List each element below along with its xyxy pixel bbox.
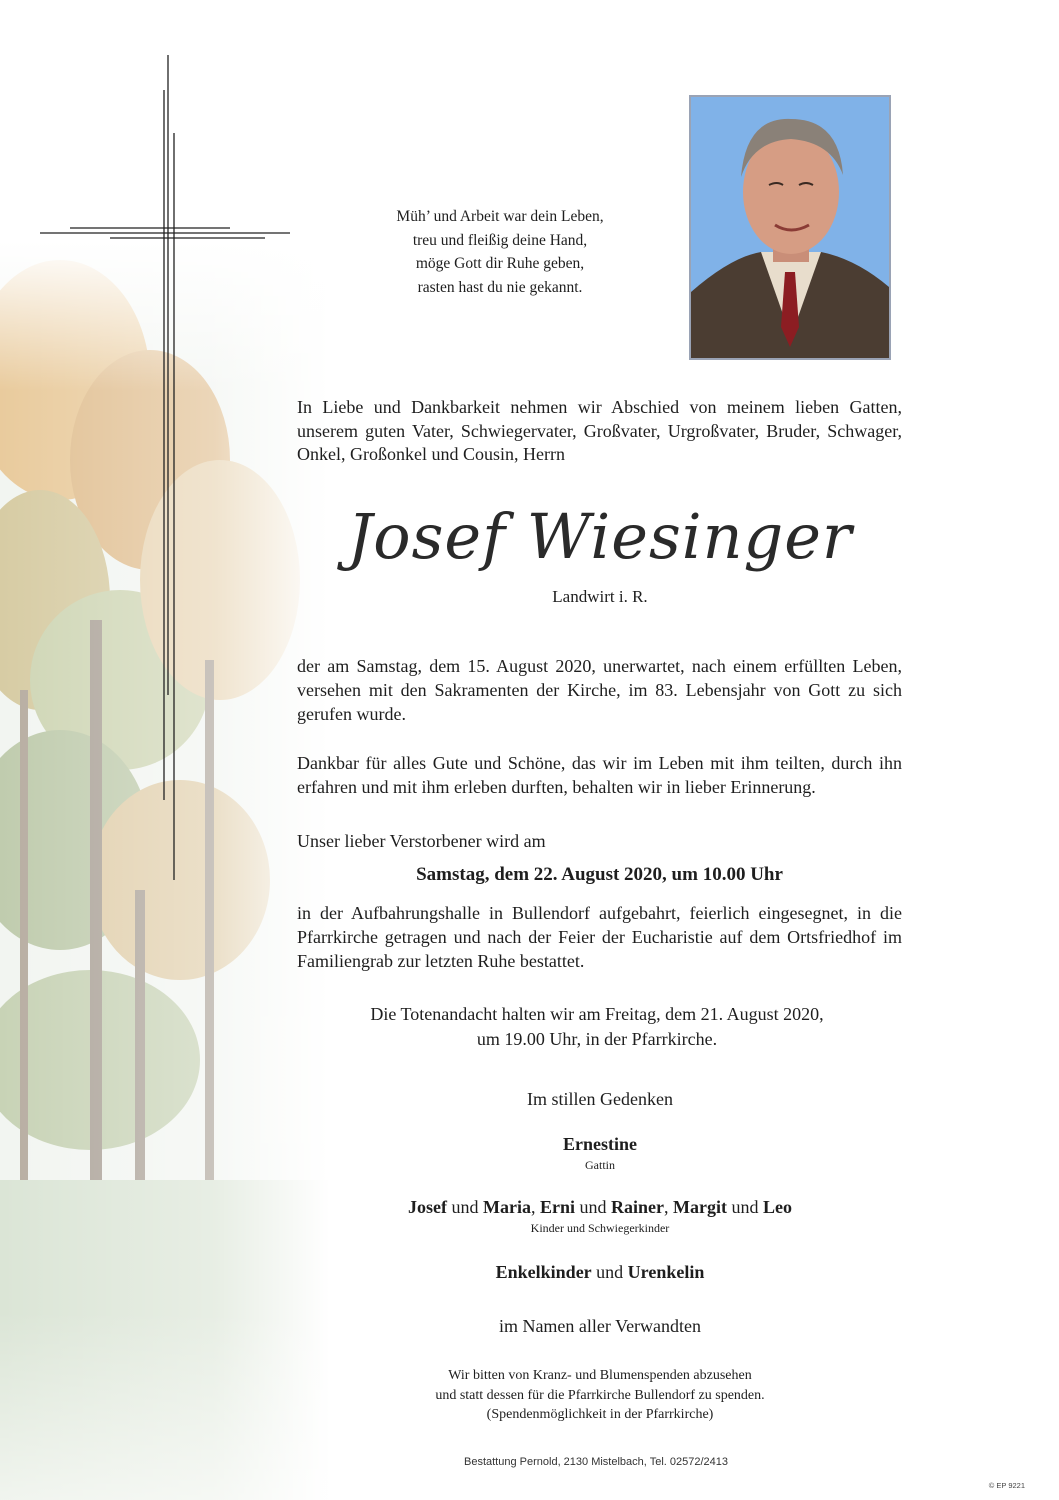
rosary-notice	[297, 1002, 897, 1052]
verse-line: rasten hast du nie gekannt.	[417, 278, 583, 296]
donation-line: Wir bitten von Kranz- und Blumenspenden abzusehen	[448, 1368, 752, 1383]
deceased-occupation: Landwirt i. R.	[552, 587, 648, 606]
rosary-line: um 19.00 Uhr, in der Pfarrkirche.	[476, 1029, 718, 1049]
grandchildren-label: Enkelkinder	[495, 1262, 592, 1282]
funeral-details-paragraph: in der Aufbahrungshalle in Bullendorf aufgebahrt, feierlich eingesegnet, in die Pfarrkirche getragen und nach der Feier der Eucharistie auf dem Ortsfriedhof im Familiengrab zur letzten Ruhe bestattet.	[297, 903, 902, 971]
conjunction: und	[451, 1197, 479, 1217]
death-notice-paragraph: der am Samstag, dem 15. August 2020, unerwartet, nach einem erfüllten Leben, versehen mit den Sakramenten der Kirche, im 83. Lebensjahr von Gott zu sich gerufen wurde.	[297, 656, 902, 724]
verse-line: möge Gott dir Ruhe geben,	[415, 255, 585, 272]
donation-line: (Spendenmöglichkeit in der Pfarrkirche)	[486, 1407, 714, 1422]
separator: ,	[530, 1197, 536, 1217]
child-name: Maria	[483, 1197, 531, 1217]
verse-line: treu und fleißig deine Hand,	[412, 231, 588, 249]
donation-request	[350, 1366, 850, 1425]
print-code: © EP 9221	[988, 1481, 1025, 1490]
gratitude-paragraph: Dankbar für alles Gute und Schöne, das wir im Leben mit ihm teilten, durch ihn erfahren und mit ihm erleben durften, behalten wir in lieber Erinnerung.	[297, 753, 902, 797]
widow-role: Gattin	[585, 1158, 615, 1172]
widow-name: Ernestine	[563, 1134, 637, 1154]
child-name: Josef	[408, 1197, 447, 1217]
rosary-line: Die Totenandacht halten wir am Freitag, dem 21. August 2020,	[370, 1004, 824, 1024]
conjunction: und	[596, 1262, 624, 1282]
grandchildren-line	[300, 1262, 900, 1283]
donation-line: und statt dessen für die Pfarrkirche Bullendorf zu spenden.	[435, 1387, 765, 1403]
child-name: Leo	[762, 1197, 792, 1217]
child-name: Rainer	[611, 1197, 664, 1217]
great-grandchild-label: Urenkelin	[627, 1262, 705, 1282]
relatives-line: im Namen aller Verwandten	[498, 1316, 702, 1336]
conjunction: und	[731, 1197, 759, 1217]
cross-icon	[40, 55, 295, 885]
separator: ,	[664, 1197, 669, 1217]
undertaker-footer: Bestattung Pernold, 2130 Mistelbach, Tel. 02572/2413	[464, 1456, 728, 1468]
verse	[330, 205, 670, 299]
verse-line: Müh’ und Arbeit war dein Leben,	[396, 208, 604, 225]
child-name: Margit	[673, 1197, 727, 1217]
portrait-photo	[689, 95, 891, 360]
mourners-heading: Im stillen Gedenken	[527, 1089, 673, 1109]
intro-paragraph: In Liebe und Dankbarkeit nehmen wir Abschied von meinem lieben Gatten, unserem guten Vater, Schwiegervater, Großvater, Urgroßvater, Bruder, Schwager, Onkel, Großonkel und Cousin, Herrn	[297, 397, 902, 464]
children-line	[300, 1197, 900, 1218]
funeral-lead: Unser lieber Verstorbener wird am	[297, 831, 546, 851]
children-role: Kinder und Schwiegerkinder	[530, 1221, 670, 1235]
child-name: Erni	[539, 1197, 575, 1217]
funeral-date: Samstag, dem 22. August 2020, um 10.00 Uhr	[416, 864, 783, 885]
deceased-name: Josef Wiesinger	[347, 500, 853, 573]
conjunction: und	[579, 1197, 607, 1217]
